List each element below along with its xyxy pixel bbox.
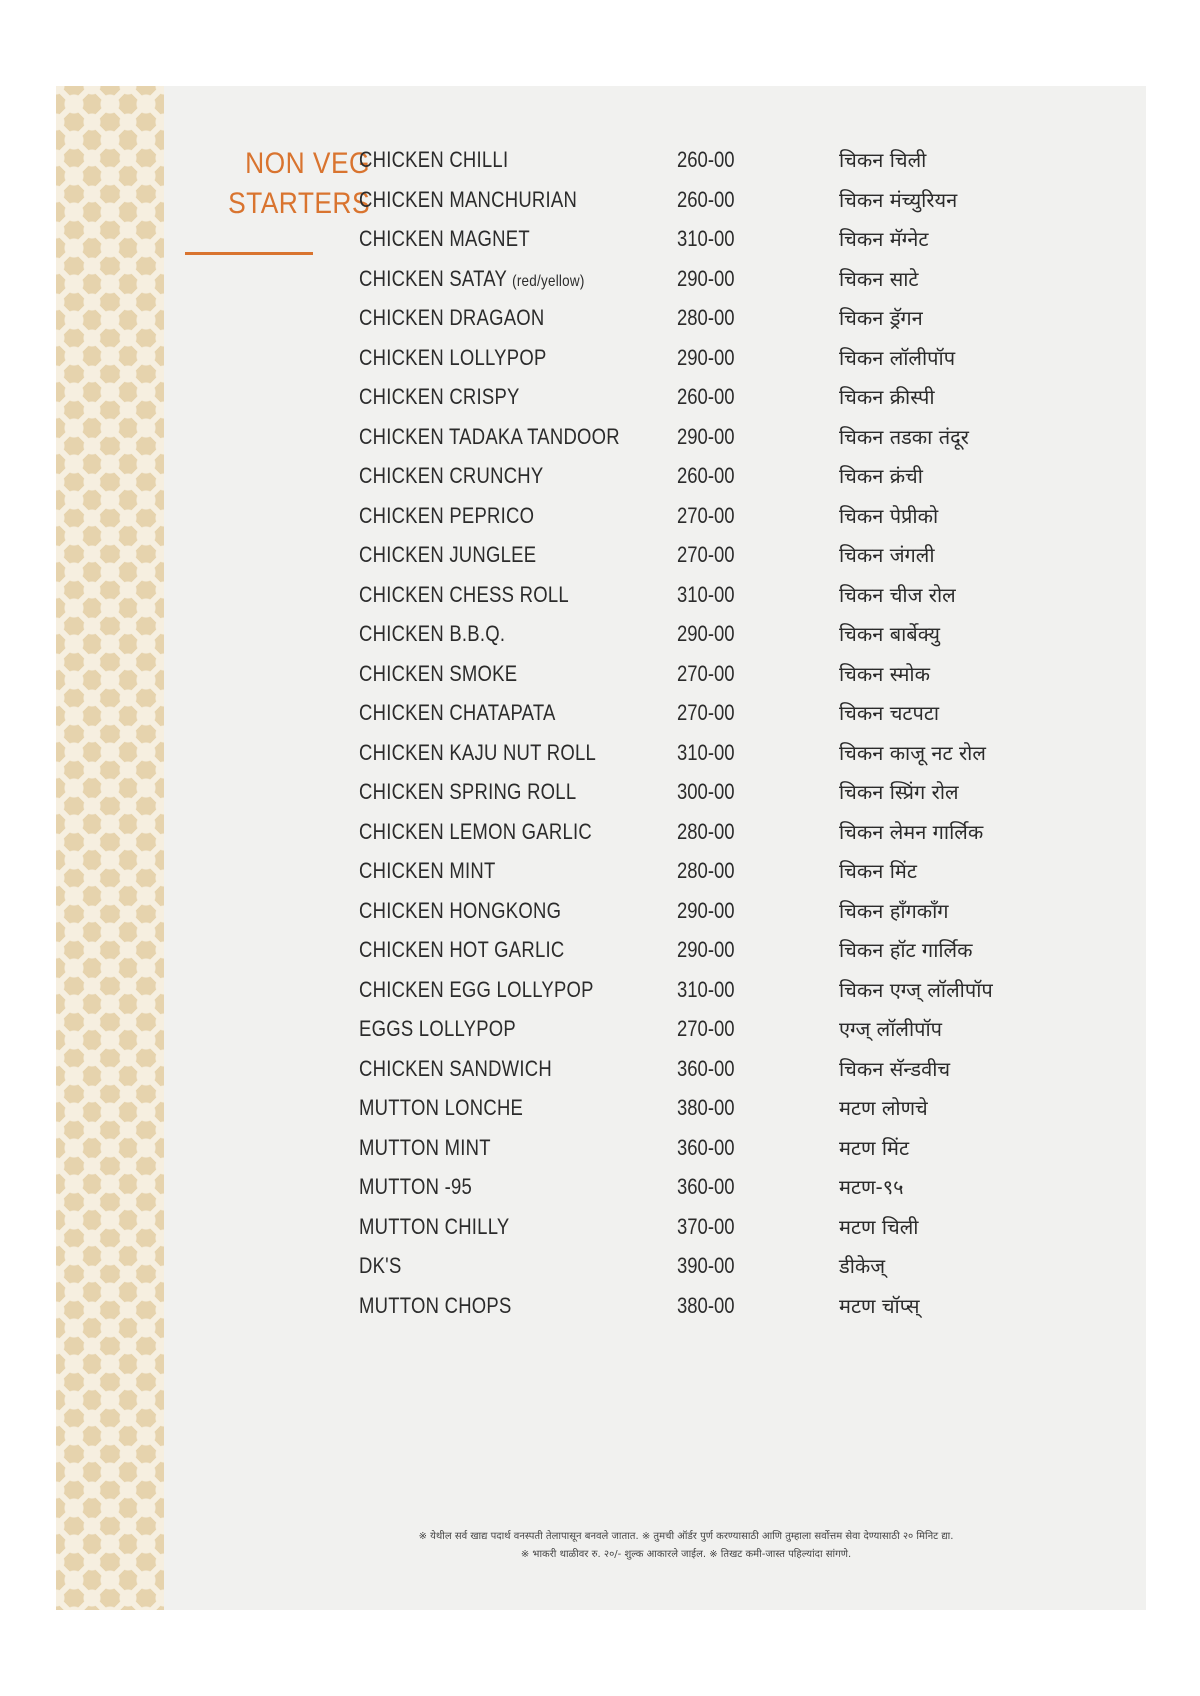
menu-item [56, 498, 1146, 534]
item-name-text: CHICKEN PEPRICO [359, 502, 535, 528]
menu-item [56, 853, 1146, 889]
item-marathi-name: चिकन एग्ज् लॉलीपॉप [839, 977, 993, 1002]
item-name-text: MUTTON LONCHE [359, 1095, 524, 1120]
menu-item [56, 537, 1146, 573]
item-name-text: CHICKEN EGG LOLLYPOP [359, 976, 594, 1002]
menu-item [56, 340, 1146, 376]
item-marathi-name: चिकन मिंट [839, 859, 917, 883]
item-marathi-name: मटण लोणचे [839, 1096, 928, 1120]
item-name-text: CHICKEN HONGKONG [359, 897, 562, 923]
item-name-text: CHICKEN TADAKA TANDOOR [359, 423, 620, 449]
menu-item [56, 1130, 1146, 1166]
menu-item [56, 182, 1146, 218]
item-marathi-name: मटण-९५ [839, 1175, 904, 1199]
item-marathi-name: मटण मिंट [839, 1135, 910, 1160]
menu-item [56, 1209, 1146, 1245]
section-title-line1: NON VEG [245, 147, 370, 180]
item-marathi-name: चिकन स्मोक [839, 661, 930, 686]
item-name-text: CHICKEN CRISPY [359, 384, 520, 409]
item-marathi-name: चिकन क्रंची [839, 464, 923, 488]
item-name [359, 261, 585, 300]
item-name-text: CHICKEN SPRING ROLL [359, 779, 577, 804]
item-name-text: DK'S [359, 1253, 402, 1278]
item-price: 360-00 [677, 1174, 735, 1199]
item-marathi-name: चिकन चटपटा [839, 701, 940, 725]
item-name-text: MUTTON CHILLY [359, 1213, 510, 1239]
item-name-text: MUTTON -95 [359, 1174, 473, 1199]
item-price: 270-00 [677, 542, 735, 567]
item-marathi-name: चिकन क्रीस्पी [839, 385, 935, 409]
item-name [359, 695, 556, 731]
item-marathi-name: चिकन हॉंगकॉंग [839, 898, 949, 923]
item-price: 290-00 [677, 937, 735, 962]
item-name [359, 458, 543, 494]
item-name-text: CHICKEN SATAY [359, 265, 508, 291]
item-name-text: CHICKEN LOLLYPOP [359, 344, 547, 370]
item-price: 280-00 [677, 858, 735, 883]
item-price: 270-00 [677, 502, 735, 528]
item-name-text: CHICKEN JUNGLEE [359, 542, 537, 567]
item-price: 380-00 [677, 1292, 735, 1318]
item-name [359, 142, 508, 178]
menu-item [56, 1288, 1146, 1324]
item-name-text: CHICKEN SANDWICH [359, 1055, 552, 1081]
item-name [359, 814, 592, 850]
item-price: 360-00 [677, 1134, 735, 1160]
menu-item [56, 1090, 1146, 1126]
item-price: 290-00 [677, 265, 735, 291]
item-name-text: CHICKEN LEMON GARLIC [359, 818, 593, 844]
menu-item [56, 656, 1146, 692]
item-marathi-name: चिकन हॉट गार्लिक [839, 938, 973, 962]
item-price: 380-00 [677, 1095, 735, 1120]
menu-item [56, 379, 1146, 415]
item-name-text: MUTTON MINT [359, 1134, 491, 1160]
item-name [359, 300, 545, 336]
item-name-text: CHICKEN DRAGAON [359, 305, 545, 330]
item-name-text: CHICKEN B.B.Q. [359, 621, 506, 646]
menu-item [56, 774, 1146, 810]
item-price: 300-00 [677, 779, 735, 804]
item-marathi-name: चिकन सॅन्डवीच [839, 1056, 951, 1081]
menu-item [56, 1169, 1146, 1205]
item-price: 290-00 [677, 621, 735, 646]
footer-line-1: ※ येथील सर्व खाद्य पदार्थ वनस्पती तेलापासून बनवले जातात. ※ तुमची ऑर्डर पुर्ण करण्यासाठी आणि तुम्हाला सर्वोत्तम सेवा देण्यासाठी २० मिनिट द्या. [418, 1531, 954, 1542]
menu-page [56, 86, 1146, 1610]
item-name-text: CHICKEN CHESS ROLL [359, 581, 569, 607]
item-name-text: CHICKEN MANCHURIAN [359, 186, 578, 212]
item-name [359, 616, 505, 652]
item-price: 270-00 [677, 660, 735, 686]
item-price: 310-00 [677, 739, 735, 765]
item-marathi-name: चिकन तडका तंदूर [839, 424, 969, 449]
item-price: 260-00 [677, 147, 735, 172]
item-price: 260-00 [677, 186, 735, 212]
item-marathi-name: चिकन चिली [839, 148, 927, 172]
menu-item [56, 735, 1146, 771]
item-note: (red/yellow) [512, 272, 585, 290]
menu-item [56, 932, 1146, 968]
item-name [359, 972, 594, 1008]
item-name [359, 853, 496, 889]
item-name-text: CHICKEN CHATAPATA [359, 700, 556, 725]
item-name [359, 1051, 552, 1087]
item-marathi-name: एग्ज् लॉलीपॉप [839, 1017, 943, 1041]
item-marathi-name: डीकेज् [839, 1254, 886, 1278]
menu-item [56, 972, 1146, 1008]
item-marathi-name: चिकन स्प्रिंग रोल [839, 780, 959, 804]
section-title-line2: STARTERS [228, 187, 370, 220]
menu-item [56, 1011, 1146, 1047]
menu-item [56, 695, 1146, 731]
item-name [359, 1130, 491, 1166]
menu-item [56, 616, 1146, 652]
item-marathi-name: चिकन लेमन गार्लिक [839, 819, 984, 844]
item-name [359, 1169, 472, 1205]
item-name [359, 1288, 512, 1324]
item-name-text: CHICKEN MAGNET [359, 226, 530, 251]
item-name [359, 182, 577, 218]
menu-item [56, 814, 1146, 850]
item-name [359, 498, 534, 534]
item-name [359, 1011, 516, 1047]
item-name [359, 735, 596, 771]
item-name [359, 1209, 509, 1245]
item-name-text: EGGS LOLLYPOP [359, 1016, 517, 1041]
item-name-text: MUTTON CHOPS [359, 1292, 512, 1318]
item-name [359, 656, 517, 692]
item-price: 310-00 [677, 581, 735, 607]
menu-item [56, 261, 1146, 297]
menu-item [56, 458, 1146, 494]
item-name-text: CHICKEN CRUNCHY [359, 463, 544, 488]
item-name-text: CHICKEN CHILLI [359, 147, 509, 172]
item-name [359, 893, 561, 929]
item-marathi-name: चिकन मंच्युरियन [839, 187, 958, 212]
item-name-text: CHICKEN SMOKE [359, 660, 518, 686]
item-price: 280-00 [677, 818, 735, 844]
menu-item [56, 893, 1146, 929]
item-price: 390-00 [677, 1253, 735, 1278]
menu-item [56, 221, 1146, 257]
footer-line-2: ※ भाकरी थाळीवर रु. २०/- शुल्क आकारले जाईल. ※ तिखट कमी-जास्त पहिल्यांदा सांगणे. [520, 1549, 852, 1560]
item-price: 280-00 [677, 305, 735, 330]
item-price: 260-00 [677, 463, 735, 488]
item-price: 260-00 [677, 384, 735, 409]
item-price: 310-00 [677, 976, 735, 1002]
item-marathi-name: चिकन पेप्रीको [839, 503, 939, 528]
item-name [359, 1090, 523, 1126]
item-price: 290-00 [677, 897, 735, 923]
item-name [359, 419, 620, 455]
item-name [359, 1248, 402, 1284]
item-name [359, 774, 576, 810]
item-marathi-name: चिकन काजू नट रोल [839, 740, 986, 765]
item-name-text: CHICKEN HOT GARLIC [359, 937, 565, 962]
item-marathi-name: चिकन बार्बेक्यु [839, 622, 941, 646]
item-name-text: CHICKEN KAJU NUT ROLL [359, 739, 597, 765]
menu-item [56, 577, 1146, 613]
item-price: 270-00 [677, 700, 735, 725]
item-marathi-name: मटण चिली [839, 1214, 919, 1239]
item-name [359, 537, 536, 573]
item-marathi-name: चिकन ड्रॅगन [839, 306, 923, 330]
item-marathi-name: चिकन साटे [839, 266, 919, 291]
menu-item [56, 300, 1146, 336]
item-name [359, 221, 530, 257]
item-marathi-name: चिकन जंगली [839, 543, 935, 567]
item-price: 290-00 [677, 344, 735, 370]
item-marathi-name: चिकन मॅग्नेट [839, 227, 929, 251]
item-name [359, 379, 520, 415]
item-marathi-name: चिकन चीज रोल [839, 582, 956, 607]
item-price: 370-00 [677, 1213, 735, 1239]
item-name [359, 340, 547, 376]
item-marathi-name: मटण चॉप्स् [839, 1293, 920, 1318]
item-price: 360-00 [677, 1055, 735, 1081]
menu-item [56, 419, 1146, 455]
menu-item [56, 142, 1146, 178]
item-price: 270-00 [677, 1016, 735, 1041]
menu-list [56, 86, 1146, 1610]
item-marathi-name: चिकन लॉलीपॉप [839, 345, 956, 370]
footer-notes [256, 1528, 1116, 1564]
item-name [359, 577, 569, 613]
item-name-text: CHICKEN MINT [359, 858, 496, 883]
menu-item [56, 1051, 1146, 1087]
item-price: 310-00 [677, 226, 735, 251]
menu-item [56, 1248, 1146, 1284]
item-price: 290-00 [677, 423, 735, 449]
item-name [359, 932, 564, 968]
